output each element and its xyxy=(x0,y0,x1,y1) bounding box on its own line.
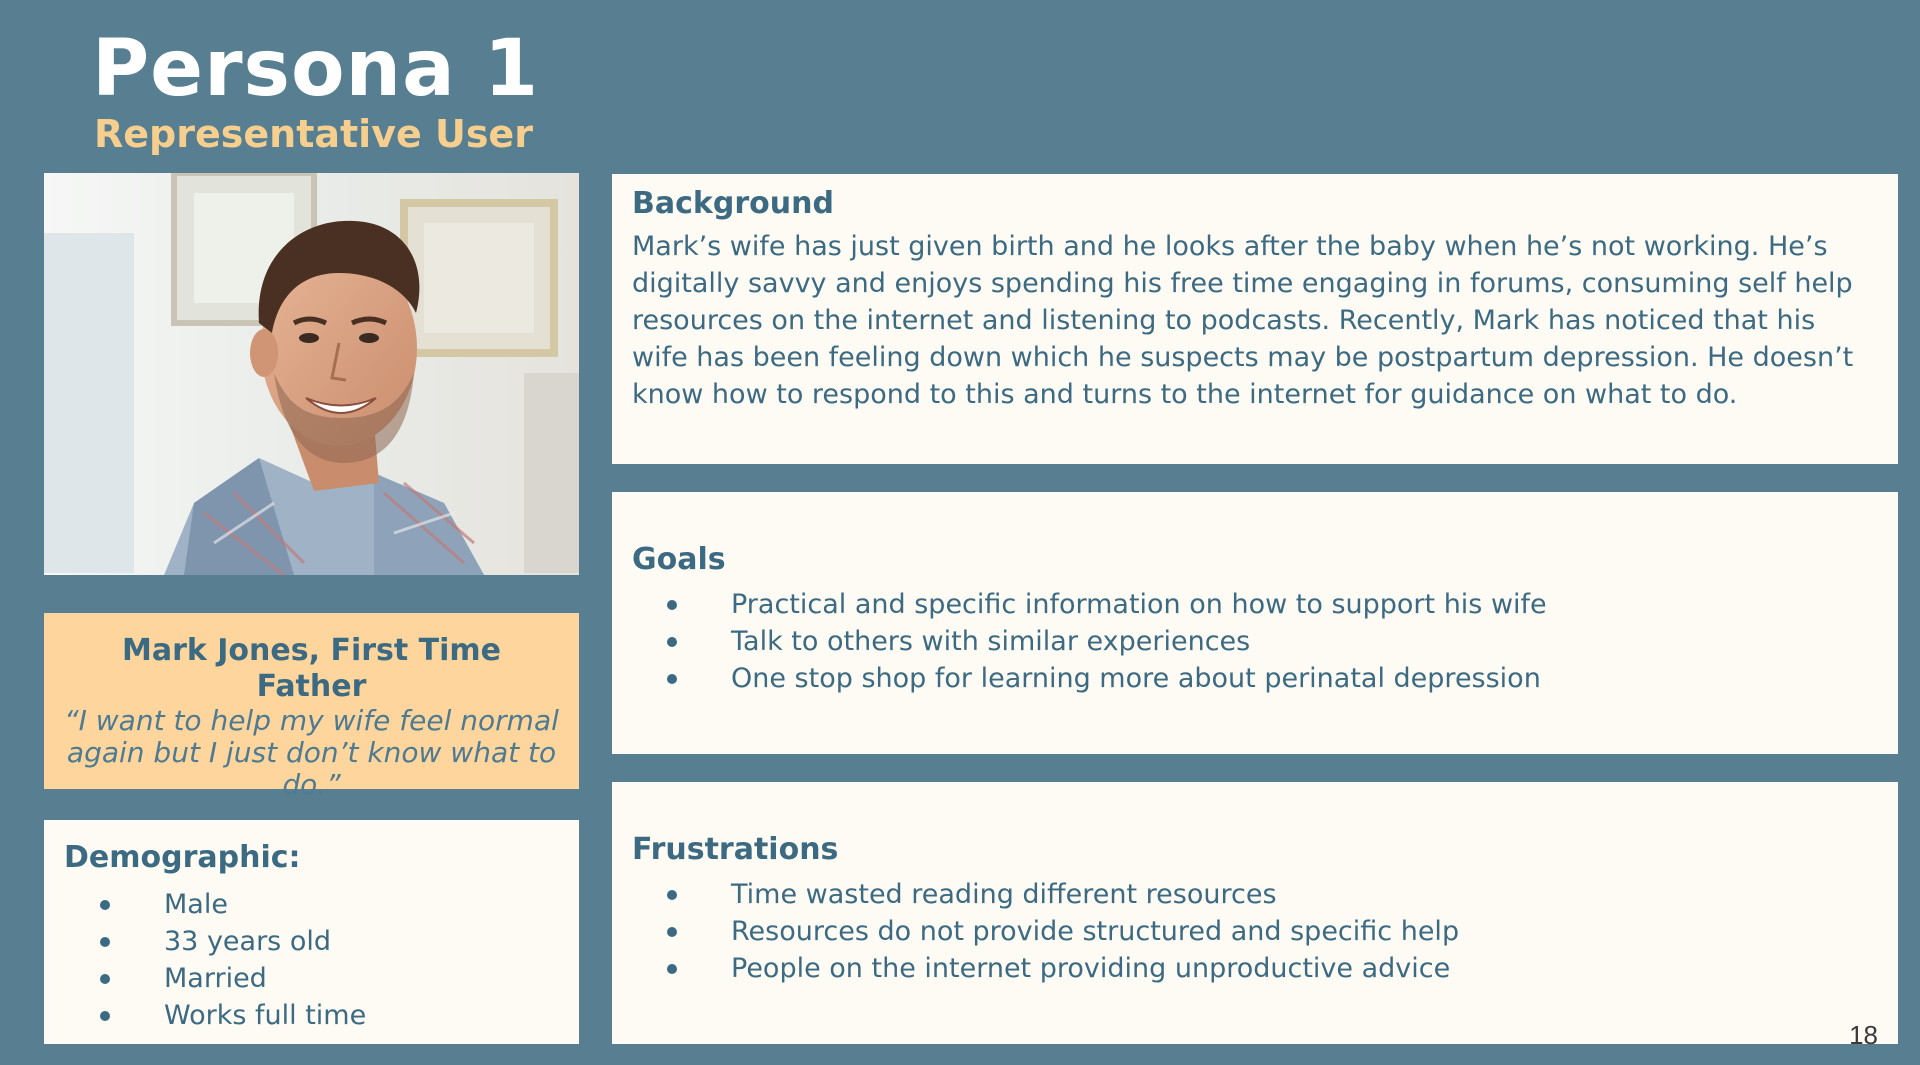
background-text: Mark’s wife has just given birth and he looks after the baby when he’s not working. He’s digitally savvy and enjoys spending his free time engaging in forums, consuming self help resources on the internet and listening to podcasts. Recently, Mark has noticed that his wife has been feeling down which he suspects may be postpartum depression. He doesn’t know how to respond to this and turns to the internet for guidance on what to do. xyxy=(632,231,1854,410)
goals-heading: Goals xyxy=(632,542,726,577)
frustrations-heading: Frustrations xyxy=(632,832,839,867)
page-number: 18 xyxy=(1849,1020,1878,1050)
list-item: One stop shop for learning more about perinatal depression xyxy=(632,660,1878,697)
bullet-icon xyxy=(100,974,110,984)
bullet-icon xyxy=(100,937,110,947)
bullet-icon xyxy=(100,1011,110,1021)
list-item: 33 years old xyxy=(64,923,559,960)
frustrations-list xyxy=(632,876,1878,987)
frustrations-card xyxy=(612,782,1898,1044)
bullet-icon xyxy=(100,900,110,910)
persona-name: Mark Jones, First Time Father xyxy=(121,633,502,704)
list-item: Married xyxy=(64,960,559,997)
background-card xyxy=(612,174,1898,464)
bullet-icon xyxy=(667,964,677,974)
bullet-icon xyxy=(667,927,677,937)
persona-quote-card xyxy=(44,613,579,801)
persona-quote: “I want to help my wife feel normal again but I just don’t know what to do.” xyxy=(64,704,559,801)
goals-card xyxy=(612,492,1898,754)
list-item: Male xyxy=(64,886,559,923)
background-heading: Background xyxy=(632,186,834,221)
demographic-list xyxy=(64,886,559,1034)
list-item: Practical and specific information on how to support his wife xyxy=(632,586,1878,623)
slide-title: Persona 1 xyxy=(92,24,540,114)
list-item: Time wasted reading different resources xyxy=(632,876,1878,913)
bullet-icon xyxy=(667,600,677,610)
persona-photo xyxy=(44,173,579,575)
demographic-heading: Demographic: xyxy=(64,840,301,875)
list-item: Works full time xyxy=(64,997,559,1034)
list-item: Resources do not provide structured and specific help xyxy=(632,913,1878,950)
slide-subtitle: Representative User xyxy=(94,112,533,156)
bullet-icon xyxy=(667,890,677,900)
bullet-icon xyxy=(667,674,677,684)
goals-list xyxy=(632,586,1878,697)
list-item: Talk to others with similar experiences xyxy=(632,623,1878,660)
bullet-icon xyxy=(667,637,677,647)
list-item: People on the internet providing unproductive advice xyxy=(632,950,1878,987)
demographic-card xyxy=(44,820,579,1044)
